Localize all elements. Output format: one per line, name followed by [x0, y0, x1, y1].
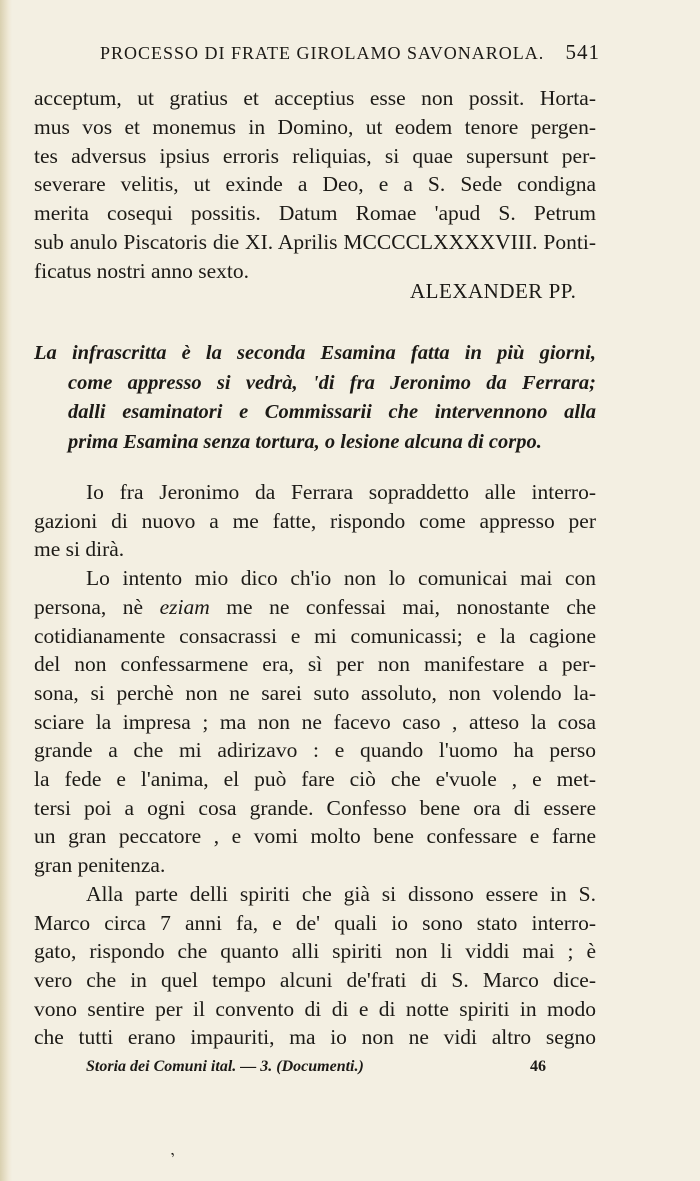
text-line: tes adversus ipsius erroris reliquias, si quae supersunt per-	[34, 143, 596, 168]
text-line: gazioni di nuovo a me fatte, rispondo come appresso per	[34, 508, 596, 533]
text-line: merita cosequi possitis. Datum Romae 'apud S. Petrum	[34, 201, 596, 226]
text-line: Io fra Jeronimo da Ferrara sopraddetto alle interro-	[86, 480, 596, 504]
text-line: che tutti erano impauriti, ma io non ne vidi altro segno	[34, 1025, 596, 1050]
section-caption	[34, 339, 596, 457]
text-fragment: me ne confessai mai, nonostante che	[226, 594, 597, 619]
text-line: grande a che mi adirizavo : e quando l'uomo ha perso	[34, 738, 596, 763]
stray-ink-mark: ʼ	[168, 1149, 181, 1168]
text-line: mus vos et monemus in Domino, ut eodem tenore pergen-	[34, 114, 596, 139]
text-line: tersi poi a ogni cosa grande. Confesso bene ora di essere	[34, 795, 596, 820]
text-line-with-italic	[34, 593, 596, 622]
footer-source: Storia dei Comuni ital. — 3. (Documenti.)	[86, 1058, 364, 1075]
text-line: sona, si perchè non ne sarei suto assoluto, non volendo la-	[34, 680, 596, 705]
text-line: gran penitenza.	[34, 853, 166, 878]
text-fragment: persona, nè	[34, 594, 144, 619]
signature-mark: 46	[530, 1058, 546, 1075]
text-line: vono sentire per il convento di di e di notte spiriti in modo	[34, 996, 596, 1021]
text-line: del non confessarmene era, sì per non manifestare a per-	[34, 652, 596, 677]
caption-line: come appresso si vedrà, 'di fra Jeronimo da Ferrara;	[68, 371, 596, 394]
text-line: sub anulo Piscatoris die XI. Aprilis MCCCCLXXXXVIII. Ponti-	[34, 229, 596, 254]
text-line: me si dirà.	[34, 537, 125, 562]
papal-signature: ALEXANDER PP.	[410, 279, 577, 303]
caption-line: dalli esaminatori e Commissarii che intervennono alla	[68, 401, 596, 423]
text-line: gato, rispondo che quanto alli spiriti non li viddi mai ; è	[34, 939, 596, 964]
text-line: sciare la impresa ; ma non ne facevo caso , atteso la cosa	[34, 709, 596, 734]
text-line: vero che in quel tempo alcuni de'frati di S. Marco dice-	[34, 967, 596, 992]
text-line: Marco circa 7 anni fa, e de' quali io sono stato interro-	[34, 910, 596, 935]
running-header	[100, 40, 600, 70]
page-number: 541	[565, 40, 600, 64]
text-line: un gran peccatore , e vomi molto bene confessare e farne	[34, 824, 596, 849]
text-line: ficatus nostri anno sexto.	[34, 258, 249, 283]
text-line: Lo intento mio dico ch'io non lo comunicai mai con	[86, 566, 596, 591]
text-line: severare velitis, ut exinde a Deo, e a S. Sede condigna	[34, 172, 596, 197]
running-title: PROCESSO DI FRATE GIROLAMO SAVONAROLA.	[100, 43, 545, 63]
page-spine-shadow	[0, 0, 12, 1181]
text-line: cotidianamente consacrassi e mi comunicassi; e la cagione	[34, 623, 596, 648]
caption-line: prima Esamina senza tortura, o lesione alcuna di corpo.	[68, 430, 542, 453]
text-line: Alla parte delli spiriti che già si dissono essere in S.	[86, 881, 596, 906]
italic-word: eziam	[159, 594, 210, 619]
text-line: la fede e l'anima, el può fare ciò che e'vuole , e met-	[34, 767, 596, 792]
testimony-text	[34, 478, 596, 1052]
text-line: acceptum, ut gratius et acceptius esse non possit. Horta-	[34, 86, 596, 110]
caption-line: La infrascritta è la seconda Esamina fatta in più giorni,	[34, 342, 596, 364]
letter-closing-paragraph	[34, 84, 596, 286]
